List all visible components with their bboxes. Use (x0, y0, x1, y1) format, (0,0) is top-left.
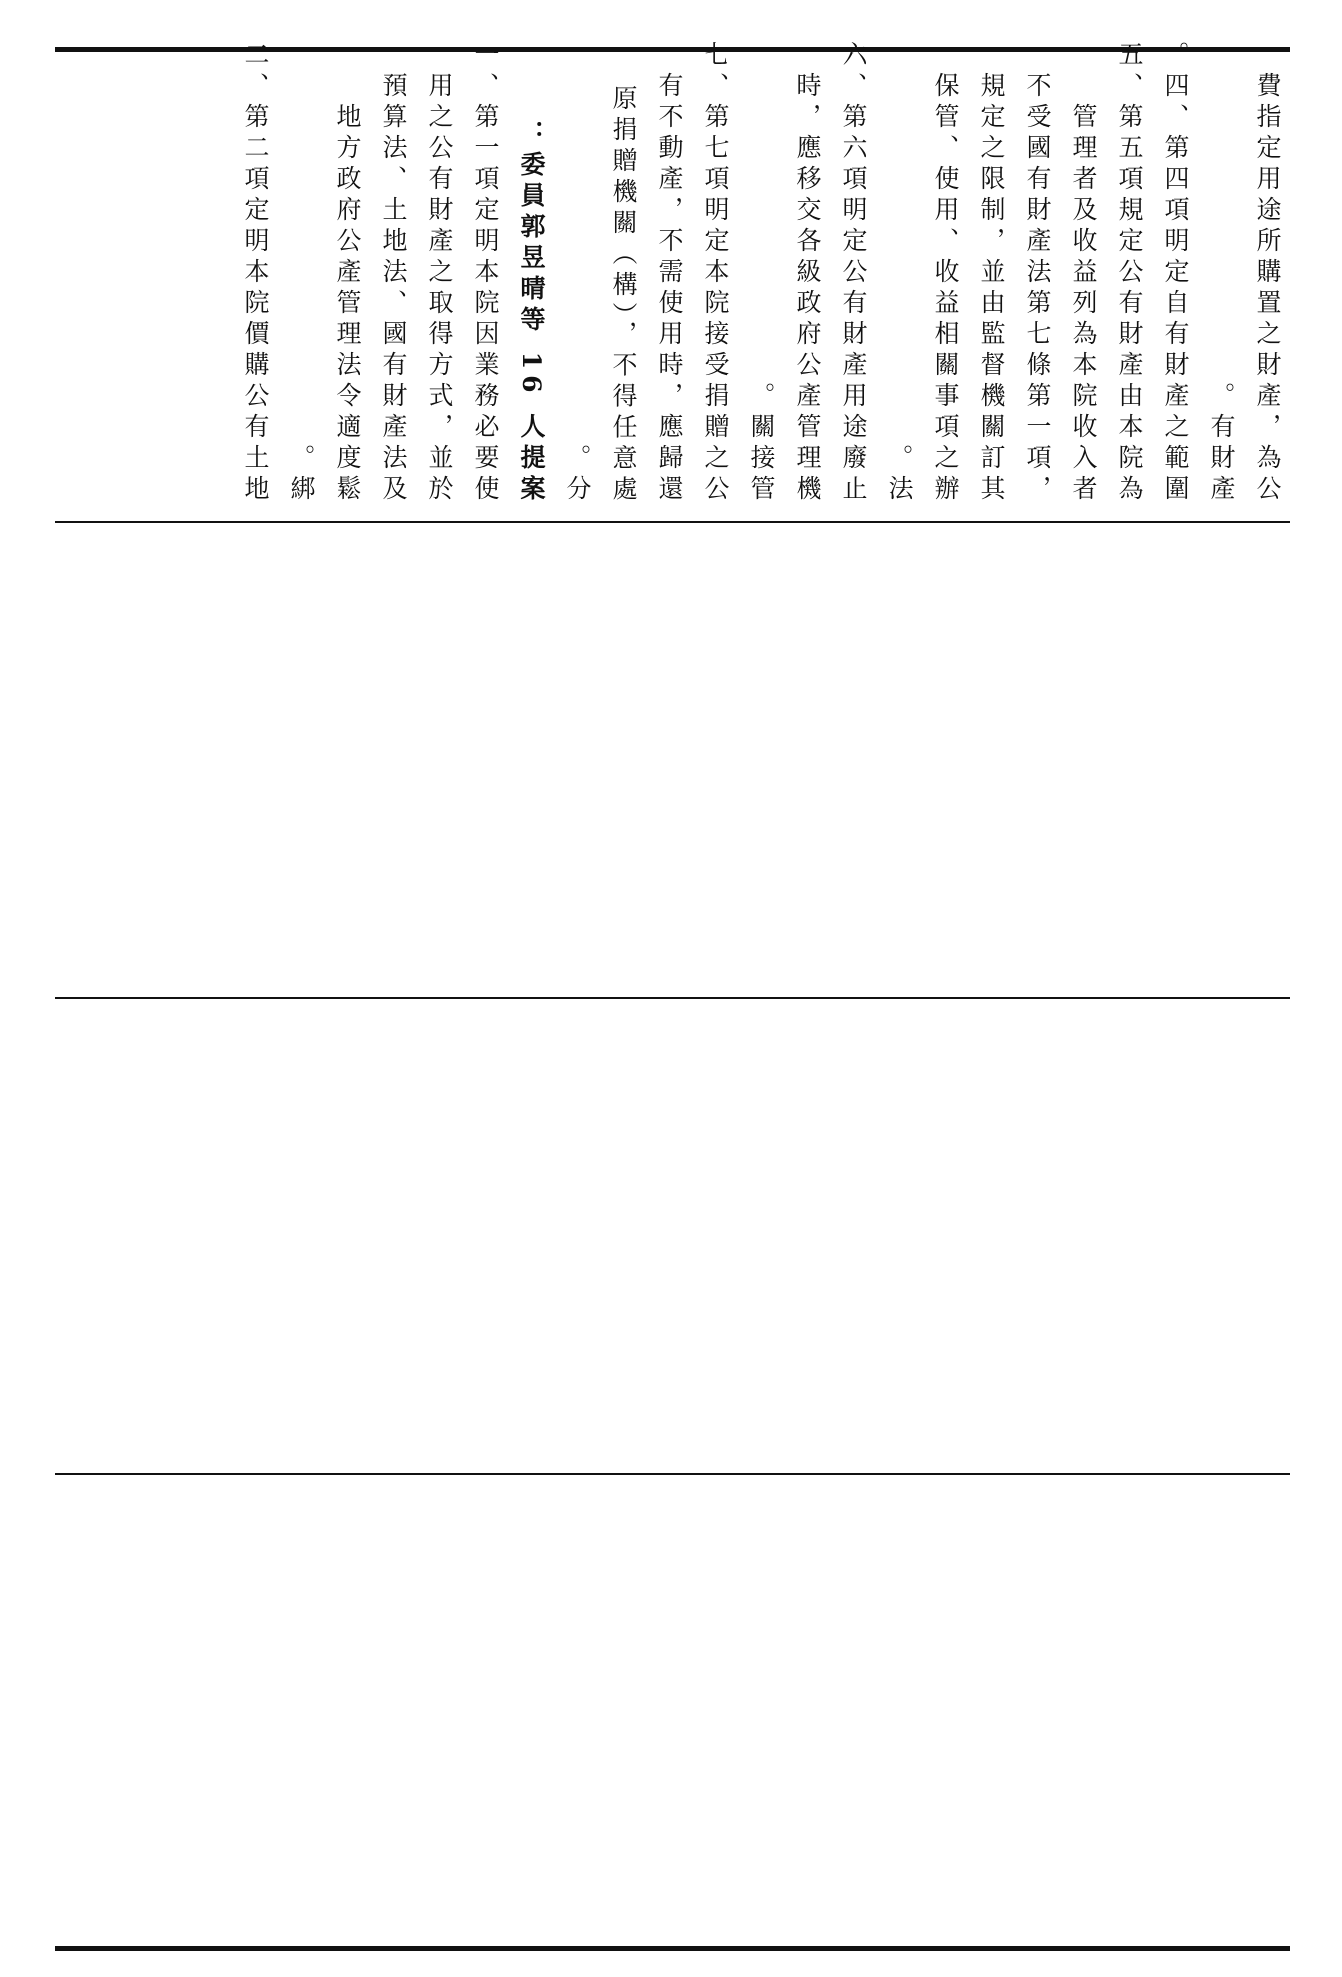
text-line: 分。 (563, 444, 592, 506)
text-line: 有不動產，不需使用時，應歸還 (655, 72, 684, 506)
text-line: 預算法、土地法、國有財產法及 (379, 72, 408, 506)
section-divider-2 (55, 997, 1290, 999)
text-line: 二、第二項定明本院價購公有土地 (241, 41, 270, 506)
text-line: ，不受國有財產法第七條第一項 (1023, 72, 1052, 506)
text-line: 七、第七項明定本院接受捐贈之公 (701, 41, 730, 506)
text-line: 六、第六項明定公有財產用途廢止 (839, 41, 868, 506)
text-line: 原捐贈機關（構），不得任意處 (609, 84, 638, 506)
text-line: 五、第五項規定公有財產由本院為 (1115, 41, 1144, 506)
section-divider-1 (55, 521, 1290, 523)
text-line: 用之公有財產之取得方式，並於 (425, 72, 454, 506)
explanation-text-block (70, 41, 1290, 506)
text-line: 時，應移交各級政府公產管理機 (793, 72, 822, 506)
text-line: 綁。 (287, 444, 316, 506)
text-line: 一、第一項定明本院因業務必要使 (471, 41, 500, 506)
section-divider-3 (55, 1473, 1290, 1475)
text-line: 地方政府公產管理法令適度鬆 (333, 103, 362, 506)
text-line: 保管、使用、收益相關事項之辦 (931, 72, 960, 506)
bottom-border-rule (55, 1946, 1290, 1951)
text-line: 管理者及收益列為本院收入者 (1069, 103, 1098, 506)
text-line: 四、第四項明定自有財產之範圍。 (1161, 41, 1190, 506)
text-line: 法。 (885, 444, 914, 506)
text-line: 有財產。 (1207, 382, 1236, 506)
text-line: 規定之限制，並由監督機關訂其 (977, 72, 1006, 506)
text-line: 關接管。 (747, 382, 776, 506)
text-line: 費指定用途所購置之財產，為公 (1253, 72, 1282, 506)
proposal-heading: 委員郭昱晴等 16 人提案： (517, 119, 546, 506)
